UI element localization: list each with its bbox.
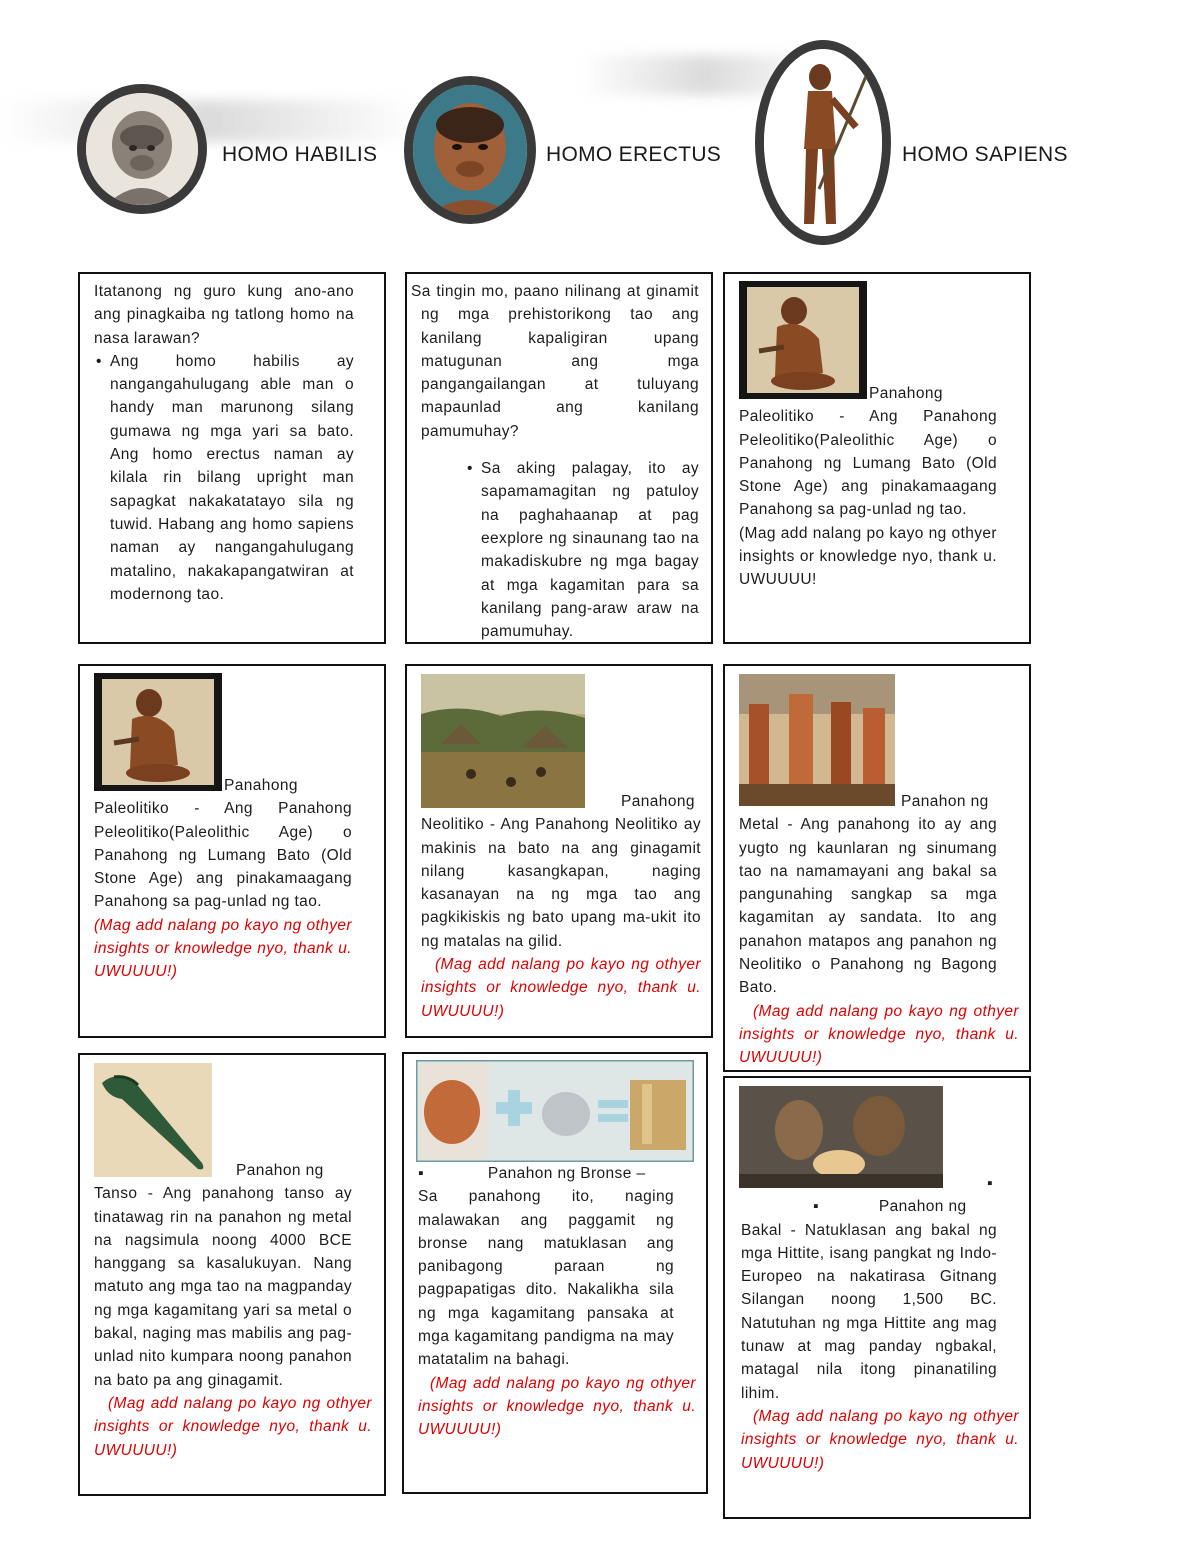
box-metal-text [739, 790, 1019, 1070]
box-bronse-text [418, 1162, 696, 1442]
bullet-line [741, 1172, 997, 1195]
title-text: Panahon ng Bronse – [487, 1165, 646, 1182]
body-text: Neolitiko - Ang Panahong Neolitiko ay makinis na bato na ang ginagamit nilang kasangkapan, naging kasanayan na ng mga tao ang pagkikiskis ng bato upang ma-ukit ito ng matalas na gilid. [421, 816, 701, 950]
label-homo-erectus: HOMO ERECTUS [546, 143, 722, 166]
box-paleolitiko-top-text [739, 382, 997, 592]
body-text: Sa panahong ito, naging malawakan ang paggamit ng bronse nang matuklasan ang panibagong paraan ng pagpapatigas dito. Nakalikha sila ng mga kagamitang pansaka at mga kagamitang pandigma na may matatalim na bahagi. [418, 1188, 674, 1369]
title-line: Panahon ng [236, 1162, 324, 1179]
title-line: Panahong [224, 777, 298, 794]
note-text: (Mag add nalang po kayo ng othyer insights or knowledge nyo, thank u. UWUUUU!) [421, 956, 701, 1020]
box-paleolitiko-top [723, 272, 1031, 644]
title-line: Panahong [869, 385, 943, 402]
box-neolitiko [405, 664, 713, 1038]
homo-sapiens-portrait [755, 40, 891, 245]
body-text: Paleolitiko - Ang Panahong Peleolitiko(Paleolithic Age) o Panahong ng Lumang Bato (Old Stone Age) ang pinakamaagang Panahong sa pag-unlad ng tao. [94, 800, 352, 911]
homo-habilis-portrait [77, 84, 207, 214]
box-prehistoric-environment [405, 272, 713, 644]
answer-text: • Sa aking palagay, ito ay sapamamagitan ng patuloy na paghahaanap at pag eexplore ng sinaunang tao na makadiskubre ng mga bagay at mga kagamitan para sa kanilang pang-araw araw na pamumuhay. [481, 457, 699, 643]
question-text: Itatanong ng guro kung ano-ano ang pinagkaiba ng tatlong homo na nasa larawan? [94, 283, 354, 347]
title-line [741, 1195, 997, 1218]
label-homo-habilis: HOMO HABILIS [222, 143, 378, 166]
title-line: Panahon ng [901, 793, 989, 810]
box-homo-differences [78, 272, 386, 644]
box-tanso-text [94, 1159, 372, 1462]
neolithic-village-image [421, 674, 585, 808]
bullet-icon: ▪ [418, 1165, 424, 1182]
box-neolitiko-text [421, 790, 701, 1023]
note-text: (Mag add nalang po kayo ng othyer insights or knowledge nyo, thank u. UWUUUU!) [741, 1407, 1019, 1472]
box-paleolitiko-text [94, 774, 352, 984]
note-text: (Mag add nalang po kayo ng othyer insights or knowledge nyo, thank u. UWUUUU!) [418, 1374, 696, 1439]
box-prehistoric-environment-text [411, 280, 699, 643]
bullet-icon: ▪ [813, 1198, 819, 1216]
header-blur-left [0, 100, 420, 142]
bronze-alloy-image [416, 1060, 694, 1162]
homo-erectus-portrait [404, 76, 536, 224]
bullet-icon: ▪ [987, 1175, 993, 1192]
answer-list [94, 350, 354, 606]
answer-list [411, 457, 699, 643]
title-text: Panahon ng [878, 1198, 967, 1216]
note-text: (Mag add nalang po kayo ng othyer insights or knowledge nyo, thank u. UWUUUU!) [94, 916, 352, 981]
title-line [418, 1162, 674, 1185]
note-text: (Mag add nalang po kayo ng othyer insights or knowledge nyo, thank u. UWUUUU!) [739, 1002, 1019, 1067]
box-bronse [402, 1052, 708, 1494]
body-text: Tanso - Ang panahong tanso ay tinatawag rin na panahon ng metal na nagsimula noong 4000 BCE hanggang sa kasalukuyan. Nang matuto ang mga tao na magpanday ng mga kagamitang yari sa metal o bakal, naging mas mabilis ang pag-unlad nito kumpara noong panahon na bato pa ang ginagamit. [94, 1185, 352, 1389]
answer-text: • Ang homo habilis ay nangangahulugang able man o handy man marunong silang gumawa ng mga yari sa bato. Ang homo erectus naman ay kilala rin bilang upright man sapagkat nakakatatayo sila ng tuwid. Habang ang homo sapiens naman ay nangangahulugang matalino, nakakapangatwiran at modernong tao. [110, 350, 354, 606]
body-text: Bakal - Natuklasan ang bakal ng mga Hittite, isang pangkat ng Indo-Europeo na nakatirasa Gitnang Silangan noong 1,500 BC. Natutuhan ng mga Hittite ang mag tunaw at mag panday ngbakal, matagal nila itong pinanatiling lihim. [741, 1221, 997, 1402]
box-metal [723, 664, 1031, 1072]
body-text: Paleolitiko - Ang Panahong Peleolitiko(Paleolithic Age) o Panahong ng Lumang Bato (Old Stone Age) ang pinakamaagang Panahong sa pag-unlad ng tao. [739, 408, 997, 519]
body-text: Metal - Ang panahong ito ay ang yugto ng kaunlaran ng sinumang tao na namamayani ang bakal sa pangunahing sangkap sa mga kagamitan ay sandata. Ito ang panahon matapos ang panahon ng Neolitiko o Panahong ng Bagong Bato. [739, 816, 997, 997]
metal-age-image [739, 674, 895, 806]
label-homo-sapiens: HOMO SAPIENS [902, 143, 1068, 166]
note-text: (Mag add nalang po kayo ng othyer insights or knowledge nyo, thank u. UWUUUU! [739, 524, 997, 589]
box-tanso [78, 1053, 386, 1496]
box-paleolitiko [78, 664, 386, 1038]
box-homo-differences-text [94, 280, 354, 606]
question-text: Sa tingin mo, paano nilinang at ginamit ng mga prehistorikong tao ang kanilang kapaligiran upang matugunan ang mga pangangailangan at tuluyang mapaunlad ang kanilang pamumuhay? [411, 283, 699, 440]
note-text: (Mag add nalang po kayo ng othyer insights or knowledge nyo, thank u. UWUUUU!) [94, 1394, 372, 1459]
title-line: Panahong [621, 793, 695, 810]
box-bakal-text [741, 1172, 1019, 1475]
box-bakal [723, 1076, 1031, 1519]
